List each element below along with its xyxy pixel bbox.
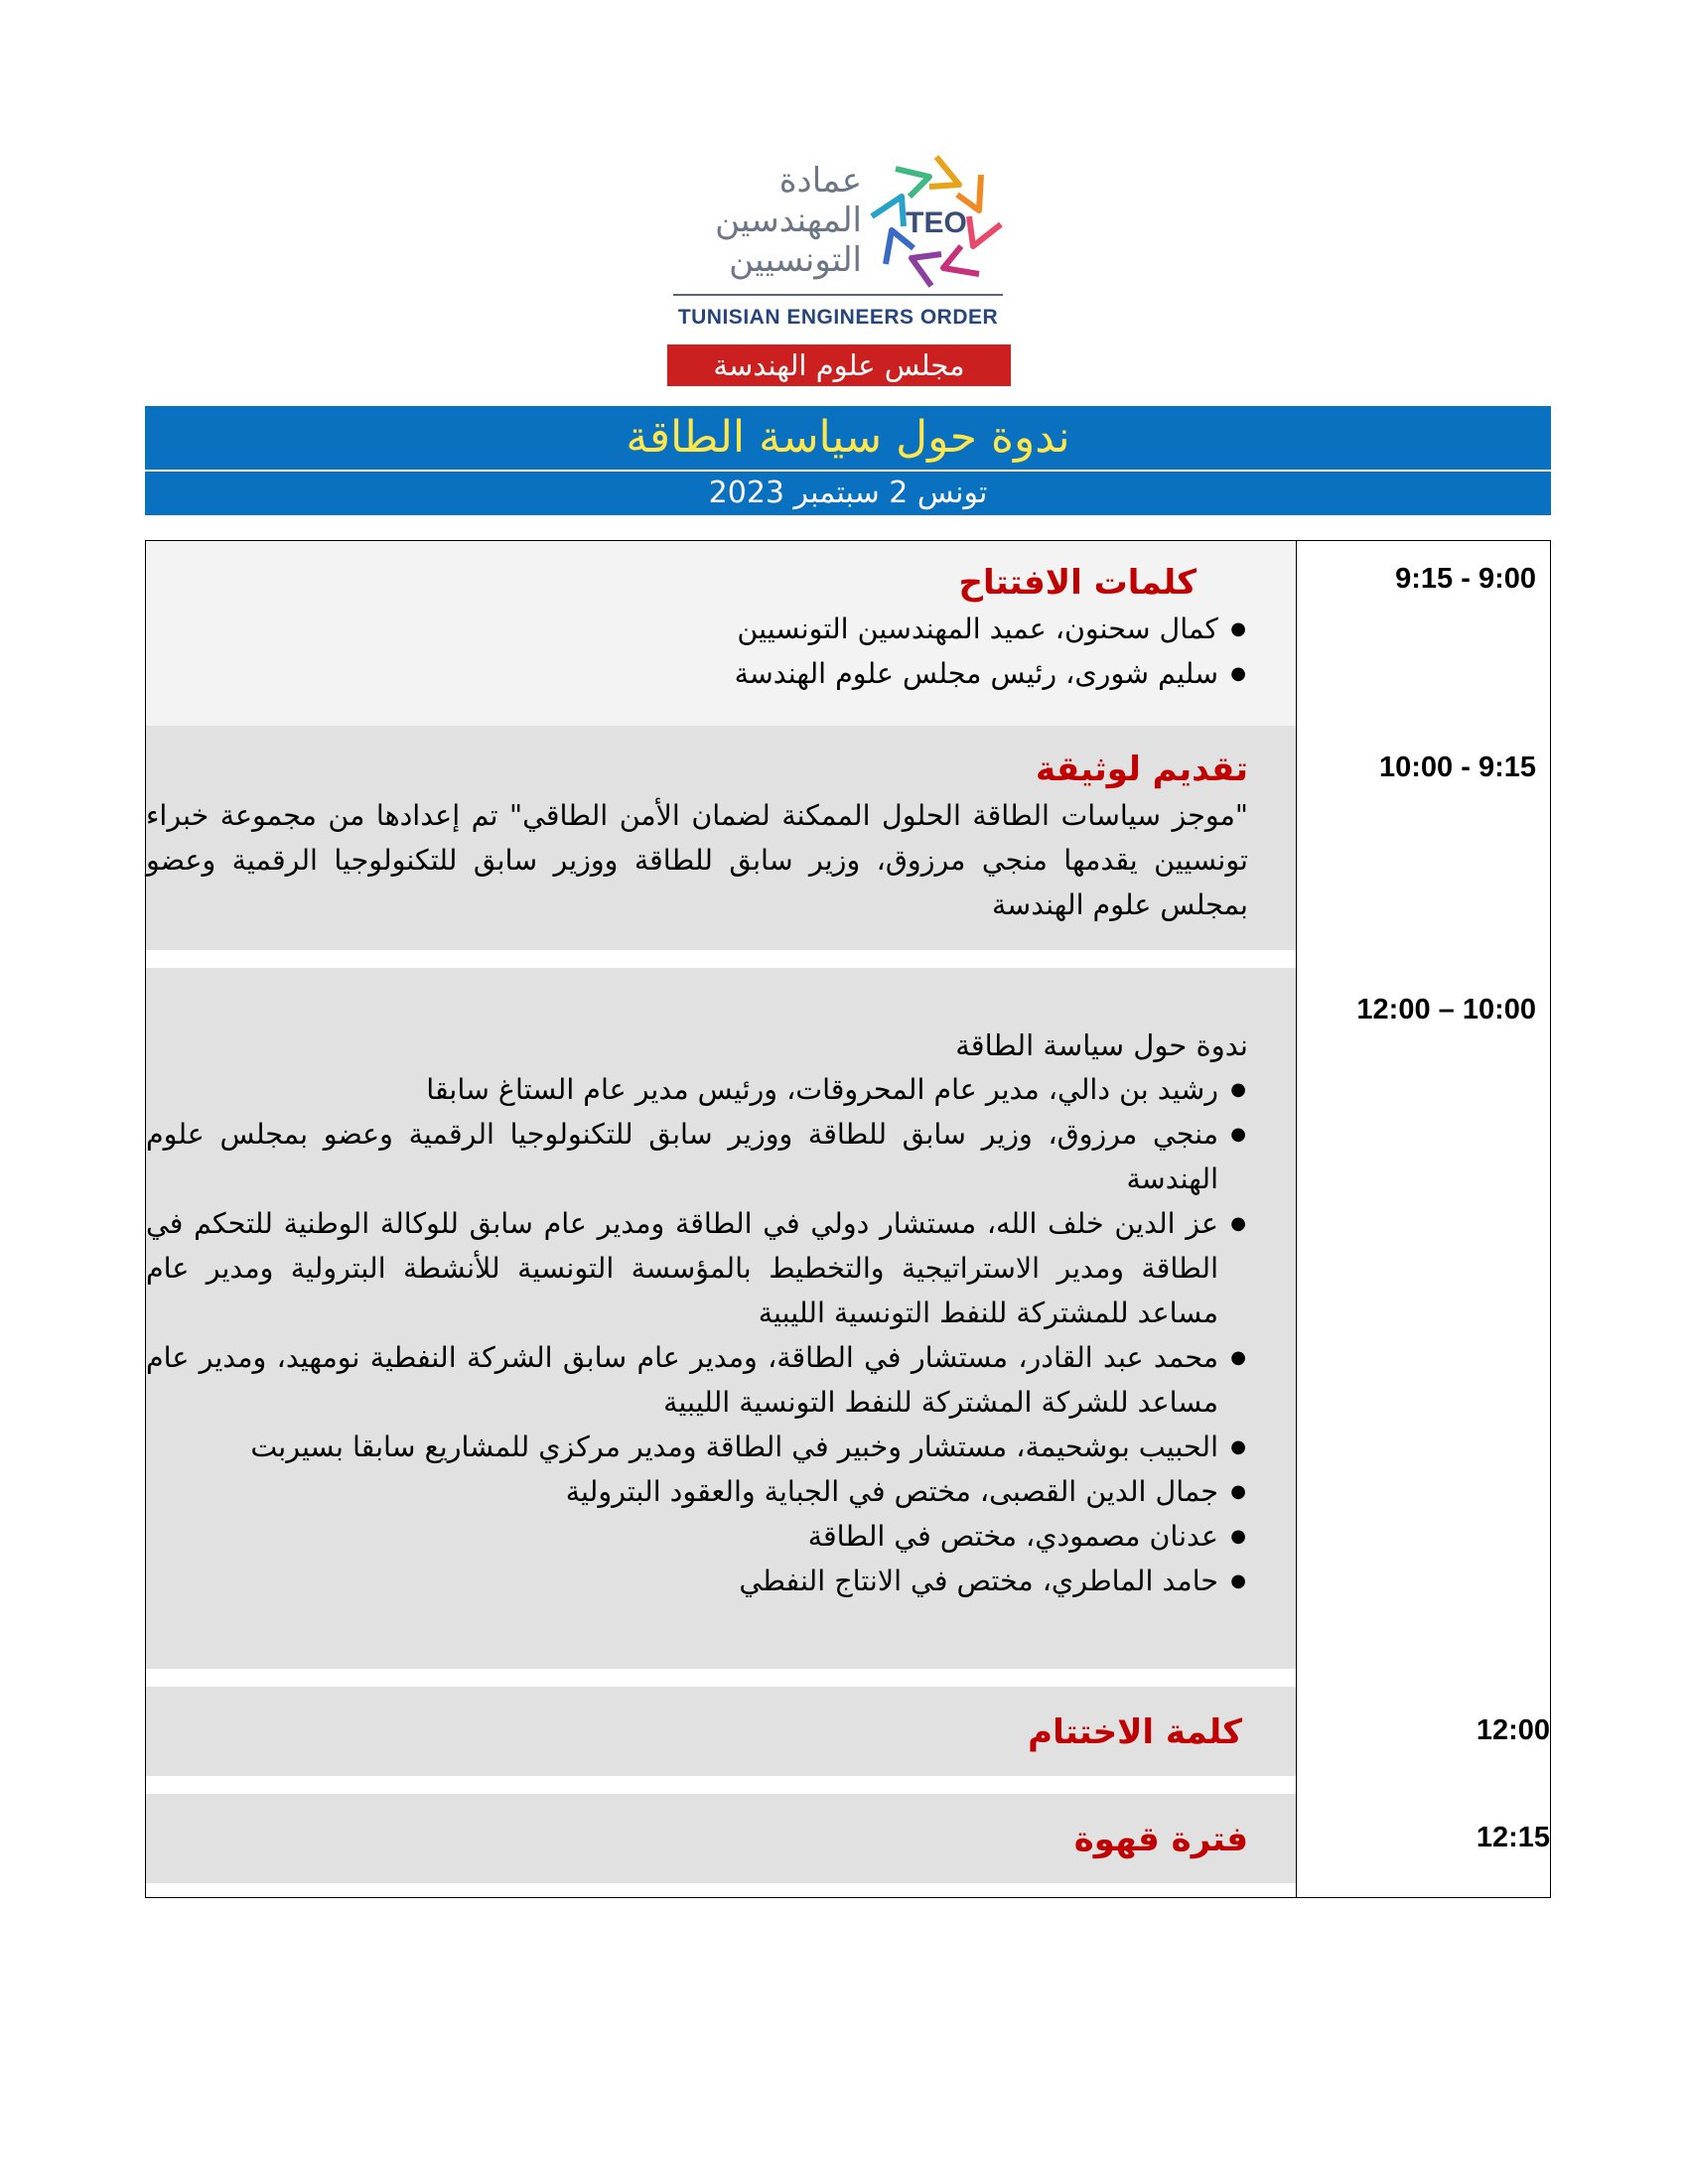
session-content [146,1708,1248,1756]
logo-arabic-name [673,161,862,280]
session-content [146,746,1248,927]
time-column-divider [1296,541,1297,1897]
session-time: 12:00 [1476,1714,1550,1746]
speaker-item: ● كمال سحنون، عميد المهندسين التونسيين [146,607,1248,651]
logo-divider [673,294,1003,296]
session-content [146,1024,1248,1603]
agenda-table [145,540,1551,1898]
session-heading: فترة قهوة [1073,1820,1248,1859]
panelist-list [146,1067,1248,1603]
panelist-item: ● محمد عبد القادر، مستشار في الطاقة، ومدير عام سابق الشركة النفطية نومهيد، ومدير عام مساعد للشركة المشتركة للنفط التونسية الليبية [146,1335,1248,1425]
speaker-item: ● سليم شورى، رئيس مجلس علوم الهندسة [146,651,1248,696]
document-description: "موجز سياسات الطاقة الحلول الممكنة لضمان الأمن الطاقي" تم إعدادها من مجموعة خبراء تونسيين يقدمها منجي مرزوق، وزير سابق للطاقة ووزير سابق للتكنولوجيا الرقمية وعضو بمجلس علوم الهندسة [146,799,1248,921]
panelist-item: ● جمال الدين القصبى، مختص في الجباية والعقود البترولية [146,1469,1248,1514]
council-label: مجلس علوم الهندسة [667,344,1011,386]
session-time: 12:00 – 10:00 [1356,994,1536,1025]
session-content [146,1816,1248,1863]
organization-logo [667,139,1011,338]
session-heading: كلمات الافتتاح [958,563,1196,603]
session-heading: كلمة الاختتام [1028,1712,1242,1752]
panelist-item: ● حامد الماطري، مختص في الانتاج النفطي [146,1559,1248,1603]
panel-title: ندوة حول سياسة الطاقة [955,1028,1248,1062]
logo-emblem-text: TEO [906,206,967,239]
session-time: 12:15 [1476,1822,1550,1853]
page-title: ندوة حول سياسة الطاقة [145,406,1551,470]
speaker-list [146,607,1248,696]
logo-arabic-line-2: المهندسين [715,201,862,240]
session-heading: تقديم لوثيقة [1036,750,1248,789]
teo-star-emblem-icon [862,147,1011,296]
session-content [146,559,1248,696]
panelist-item: ● منجي مرزوق، وزير سابق للطاقة ووزير سابق للتكنولوجيا الرقمية وعضو بمجلس علوم الهندسة [146,1112,1248,1201]
session-time: 9:15 - 9:00 [1395,563,1536,595]
logo-arabic-line-1: عمادة [778,161,862,201]
panelist-item: ● الحبيب بوشحيمة، مستشار وخبير في الطاقة ومدير مركزي للمشاريع سابقا بسيربت [146,1425,1248,1469]
panelist-item: ● عدنان مصمودي، مختص في الطاقة [146,1514,1248,1559]
panelist-item: ● عز الدين خلف الله، مستشار دولي في الطاقة ومدير عام سابق للوكالة الوطنية للتحكم في الطاقة ومدير الاستراتيجية والتخطيط بالمؤسسة التونسية للأنشطة البترولية ومدير عام مساعد للمشتركة للنفط التونسية الليبية [146,1201,1248,1335]
event-date-location: تونس 2 سبتمبر 2023 [145,472,1551,515]
logo-english-name: TUNISIAN ENGINEERS ORDER [677,306,999,329]
logo-arabic-line-3: التونسيين [729,240,862,280]
panelist-item: ● رشيد بن دالي، مدير عام المحروقات، ورئيس مدير عام الستاغ سابقا [146,1067,1248,1112]
session-time: 10:00 - 9:15 [1379,751,1536,783]
